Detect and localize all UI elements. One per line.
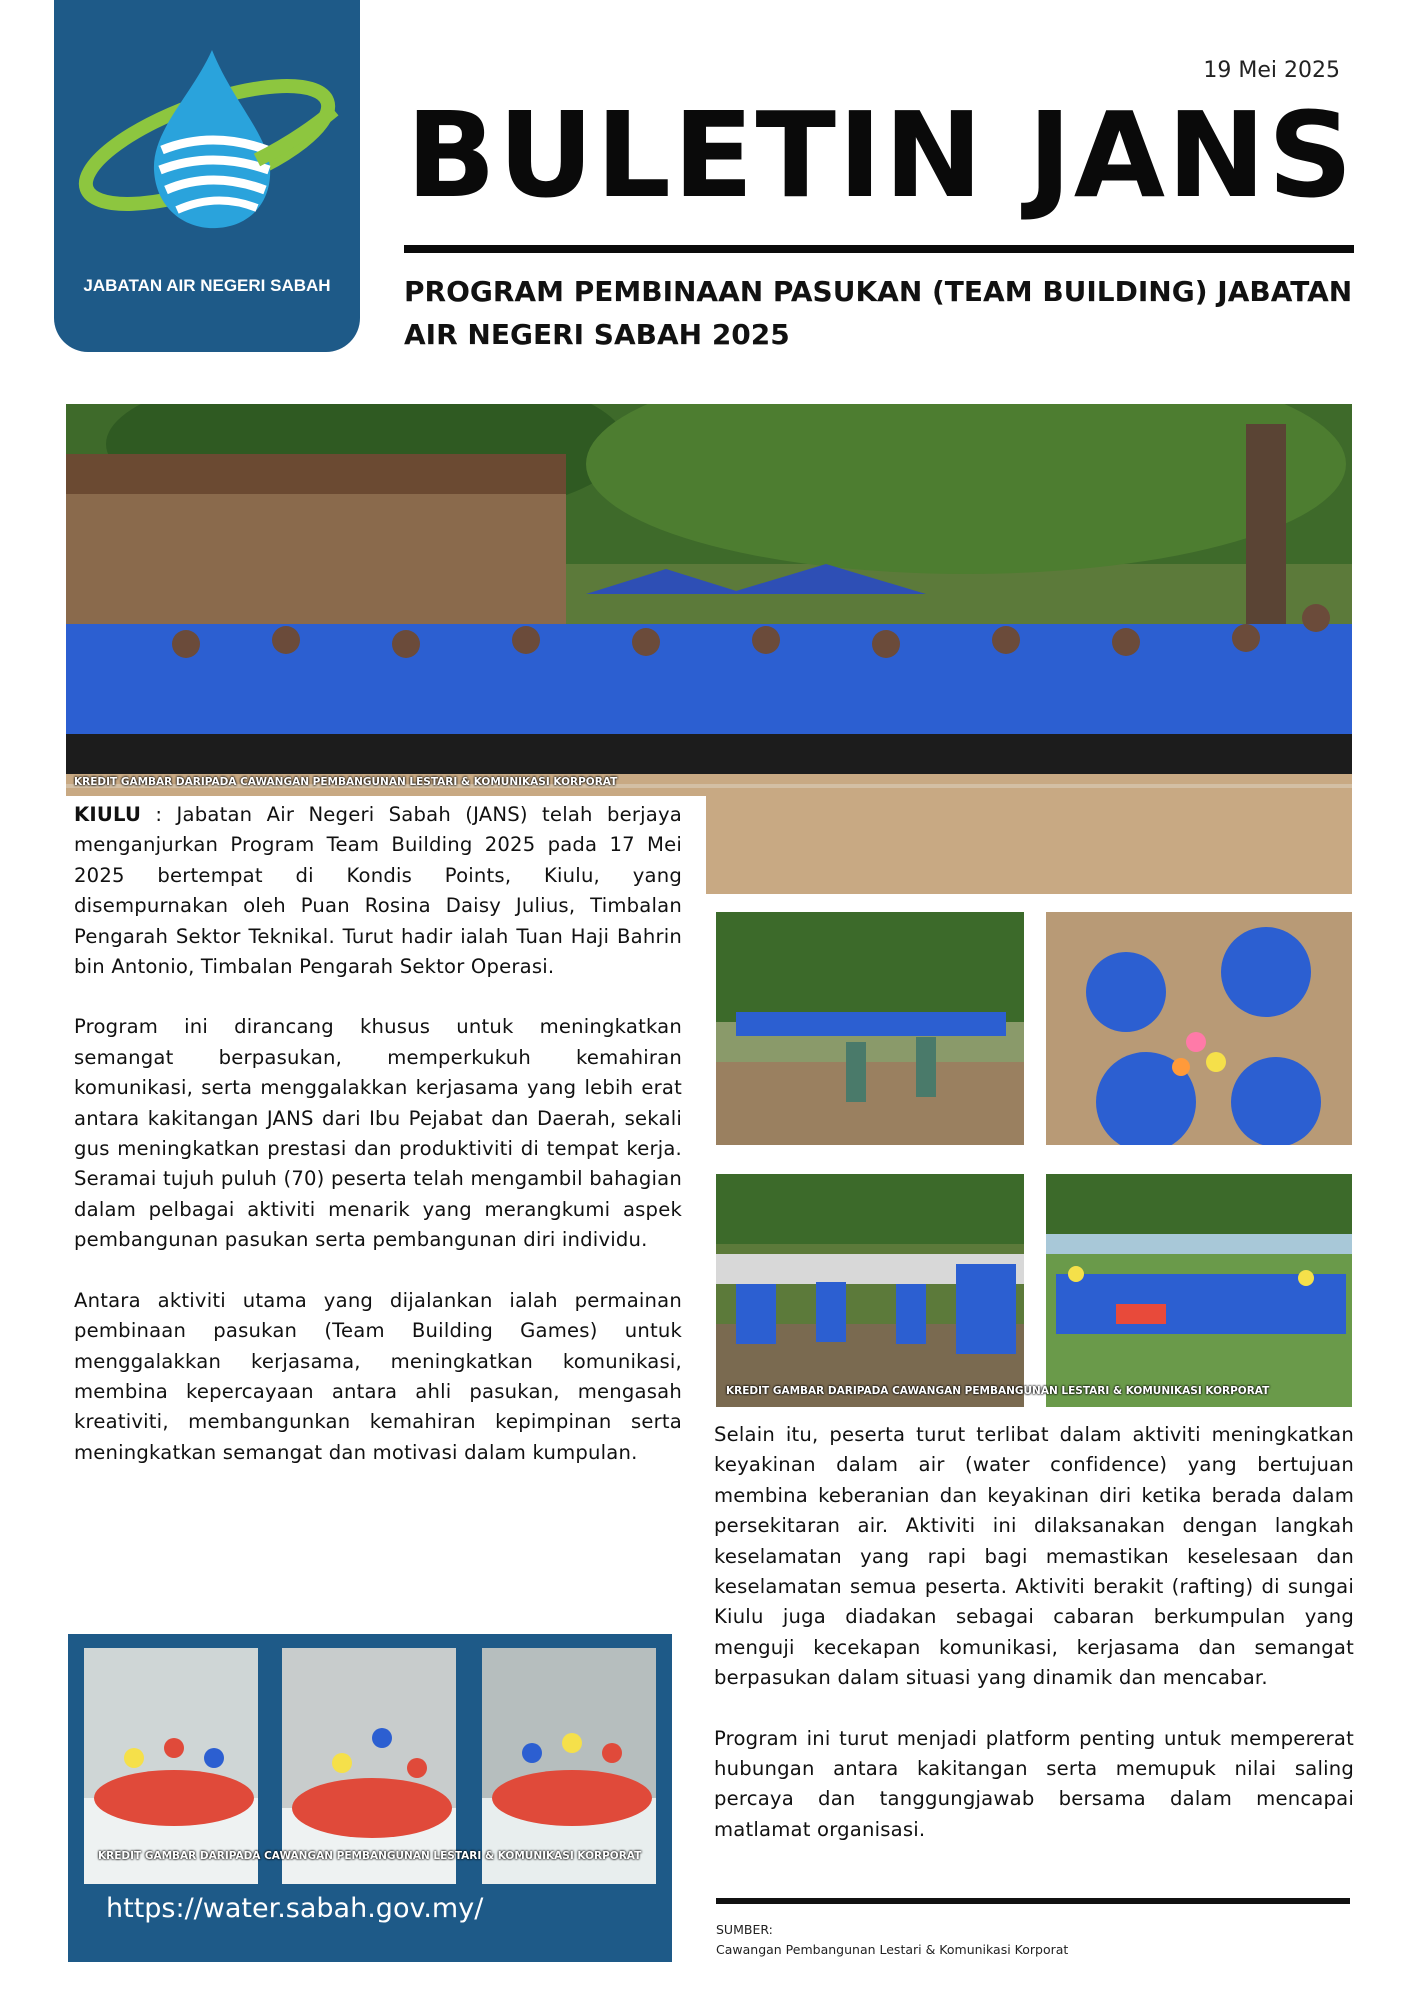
- paragraph-3: Antara aktiviti utama yang dijalankan ialah permainan pembinaan pasukan (Team Building Games) untuk menggalakkan kerjasama, meningkatkan komunikasi, membina kepercayaan antara ahli pasukan, mengasah kreativiti, membangunkan kemahiran kepimpinan serta meningkatkan semangat dan motivasi dalam kumpulan.: [74, 1288, 682, 1464]
- group-photo-credit: KREDIT GAMBAR DARIPADA CAWANGAN PEMBANGUNAN LESTARI & KOMUNIKASI KORPORAT: [74, 776, 618, 788]
- activity-photo-2-image: [1046, 912, 1352, 1145]
- activity-photo-1-image: [716, 912, 1024, 1145]
- source-text: Cawangan Pembangunan Lestari & Komunikasi Korporat: [716, 1942, 1069, 1957]
- dateline: KIULU: [74, 803, 142, 826]
- activity-photo-1: [716, 912, 1024, 1145]
- logo-block: [54, 0, 360, 352]
- rafting-photo-3: [482, 1648, 656, 1884]
- article-left-column: [74, 800, 682, 1498]
- activity-photo-3: [716, 1174, 1024, 1407]
- website-link[interactable]: https://water.sabah.gov.my/: [106, 1893, 484, 1924]
- paragraph-1: [74, 800, 682, 982]
- paragraph-2: Program ini dirancang khusus untuk meningkatkan semangat berpasukan, memperkukuh kemahiran komunikasi, serta menggalakkan kerjasama yang lebih erat antara kakitangan JANS dari Ibu Pejabat dan Daerah, sekali gus meningkatkan prestasi dan produktiviti di tempat kerja. Seramai tujuh puluh (70) peserta telah mengambil bahagian dalam pelbagai aktiviti menarik yang merangkumi aspek pembangunan pasukan serta pembangunan diri individu.: [74, 1015, 682, 1252]
- rafting-photo-3-image: [482, 1648, 656, 1884]
- article-right-column: [714, 1420, 1354, 1875]
- activity-photo-4: [1046, 1174, 1352, 1407]
- article-headline: PROGRAM PEMBINAAN PASUKAN (TEAM BUILDING) JABATAN AIR NEGERI SABAH 2025: [404, 275, 1353, 351]
- logo-org-name: JABATAN AIR NEGERI SABAH: [83, 276, 331, 295]
- paragraph-4: Selain itu, peserta turut terlibat dalam aktiviti meningkatkan keyakinan dalam air (water confidence) yang bertujuan membina keberanian dan keyakinan diri ketika berada dalam persekitaran air. Aktiviti ini dilaksanakan dengan langkah keselamatan yang rapi bagi memastikan keselesaan dan keselamatan semua peserta. Aktiviti berakit (rafting) di sungai Kiulu juga diadakan sebagai cabaran berkumpulan yang menguji kecekapan komunikasi, kerjasama dan semangat berpasukan dalam situasi yang dinamik dan mencabar.: [714, 1423, 1354, 1690]
- source-divider: [716, 1898, 1350, 1904]
- activity-photo-3-image: [716, 1174, 1024, 1407]
- jans-logo-icon: [72, 40, 342, 240]
- paragraph-5: Program ini turut menjadi platform penting untuk mempererat hubungan antara kakitangan serta memupuk nilai saling percaya dan tanggungjawab bersama dalam mencapai matlamat organisasi.: [714, 1726, 1354, 1841]
- publication-date: 19 Mei 2025: [1203, 58, 1340, 83]
- rafting-photo-2: [282, 1648, 456, 1884]
- rafting-photo-1: [84, 1648, 258, 1884]
- rafting-photo-1-image: [84, 1648, 258, 1884]
- activity-photos-credit: KREDIT GAMBAR DARIPADA CAWANGAN PEMBANGUNAN LESTARI & KOMUNIKASI KORPORAT: [726, 1385, 1270, 1397]
- activity-photo-2: [1046, 912, 1352, 1145]
- page-title: BULETIN JANS: [406, 86, 1355, 224]
- paragraph-1-text: : Jabatan Air Negeri Sabah (JANS) telah berjaya menganjurkan Program Team Building 2025 pada 17 Mei 2025 bertempat di Kondis Points, Kiulu, yang disempurnakan oleh Puan Rosina Daisy Julius, Timbalan Pengarah Sektor Teknikal. Turut hadir ialah Tuan Haji Bahrin bin Antonio, Timbalan Pengarah Sektor Operasi.: [74, 803, 682, 979]
- activity-photo-4-image: [1046, 1174, 1352, 1407]
- rafting-photo-2-image: [282, 1648, 456, 1884]
- rafting-photos-credit: KREDIT GAMBAR DARIPADA CAWANGAN PEMBANGUNAN LESTARI & KOMUNIKASI KORPORAT: [98, 1850, 642, 1862]
- source-label: SUMBER:: [716, 1922, 773, 1937]
- title-divider: [404, 245, 1354, 253]
